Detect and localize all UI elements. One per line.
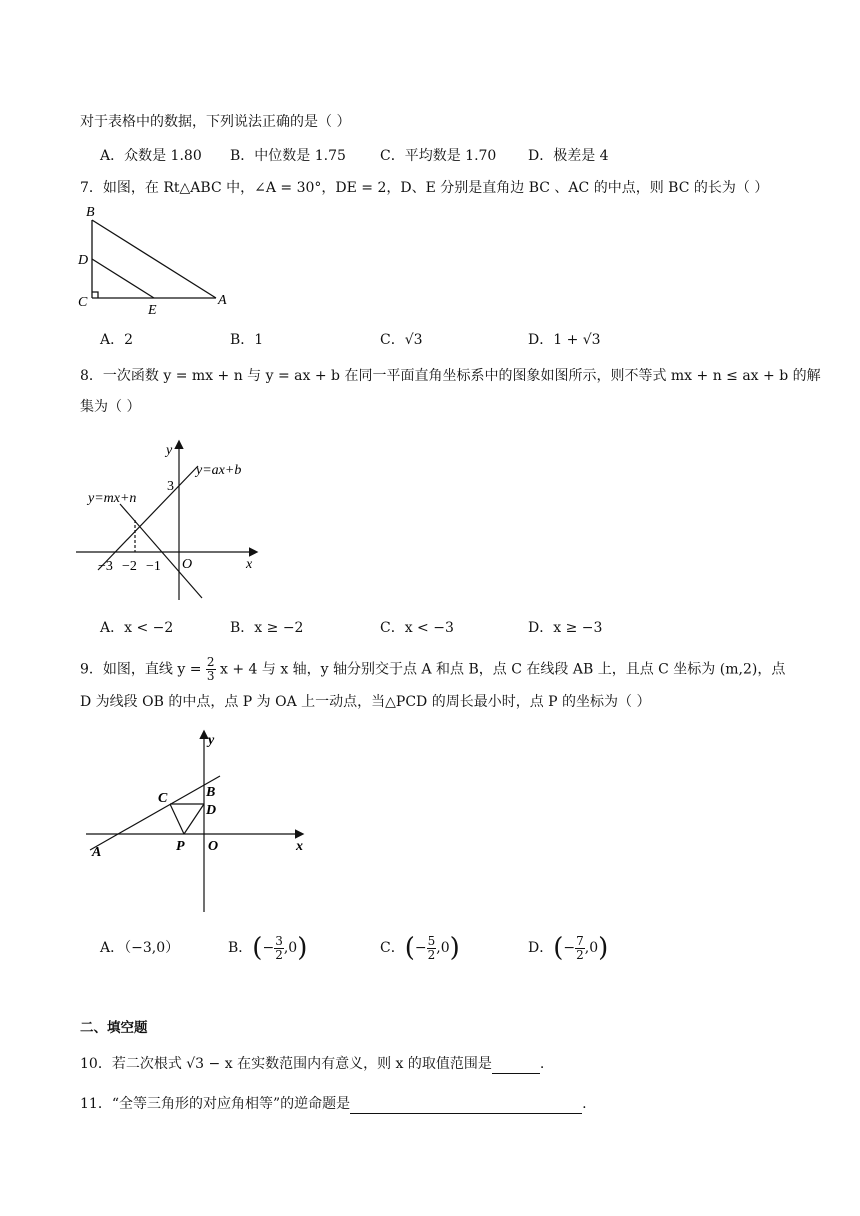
q11-text-a: 11．“全等三角形的对应角相等”的逆命题是 [80, 1096, 351, 1112]
q6-option-b: B．中位数是 1.75 [230, 148, 346, 164]
q8-stem-line1: 8．一次函数 y = mx + n 与 y = ax + b 在同一平面直角坐标系中的图象如图所示，则不等式 mx + n ≤ ax + b 的解 [80, 368, 821, 384]
q9-slope-denominator: 3 [206, 669, 215, 683]
q8-tick-m1: −1 [146, 559, 161, 574]
q9-axis-y-label: y [208, 733, 215, 748]
q7-label-d: D [78, 253, 89, 268]
q6-intro: 对于表格中的数据，下列说法正确的是（ ） [80, 114, 351, 130]
q8-line-ab-label: y=ax+b [196, 463, 242, 478]
q8-option-d: D．x ≥ −3 [528, 620, 603, 636]
q10-text [80, 1054, 544, 1074]
q7-label-b: B [86, 205, 95, 220]
q8-option-a: A．x < −2 [100, 620, 174, 636]
q7-option-a: A．2 [100, 332, 134, 348]
q9-label-b: B [206, 785, 216, 800]
q10-answer-blank[interactable] [492, 1057, 540, 1074]
q7-label-a: A [218, 293, 227, 308]
q9-coordinate-figure [84, 726, 314, 916]
q8-linear-functions-figure [76, 436, 266, 606]
q8-tick-m2: −2 [122, 559, 137, 574]
q9-slope-fraction [206, 656, 216, 683]
q7-triangle-figure [76, 202, 236, 318]
q9-option-b: B．(− $\frac{3}{2}$ ,0) [228, 933, 308, 963]
q10-text-b: . [539, 1056, 545, 1072]
q8-line-mn-label: y=mx+n [88, 491, 137, 506]
q7-option-d: D．1 + √3 [528, 332, 601, 348]
q8-origin-label: O [182, 557, 193, 572]
q9-label-p: P [176, 839, 185, 854]
q6-option-a: A．众数是 1.80 [100, 148, 202, 164]
section-title-fill-blank: 二、填空题 [80, 1020, 148, 1036]
q7-option-c: C．√3 [380, 332, 423, 348]
q9-stem-b: x + 4 与 x 轴，y 轴分别交于点 A 和点 B，点 C 在线段 AB 上，且点 C 坐标为 (m,2)，点 [220, 661, 786, 678]
q9-stem-line1 [80, 656, 785, 683]
q9-option-d: D．(− $\frac{7}{2}$ ,0) [528, 933, 609, 963]
q8-stem-line2: 集为（ ） [80, 399, 141, 415]
q9-option-c: C．(− $\frac{5}{2}$ ,0) [380, 933, 460, 963]
q6-option-d: D．极差是 4 [528, 148, 609, 164]
q8-tick-m3: −3 [98, 559, 113, 574]
q6-option-c: C．平均数是 1.70 [380, 148, 497, 164]
q9-label-d: D [206, 803, 217, 818]
q9-label-a: A [92, 845, 102, 860]
q9-slope-numerator: 2 [206, 655, 215, 669]
q7-label-c: C [78, 295, 88, 310]
q11-answer-blank[interactable] [350, 1097, 582, 1114]
q9-stem-a: 9．如图，直线 y = [80, 661, 202, 678]
q9-stem-line2: D 为线段 OB 的中点，点 P 为 OA 上一动点，当△PCD 的周长最小时，点 P 的坐标为（ ） [80, 694, 651, 710]
q9-axis-x-label: x [296, 839, 303, 854]
q11-text [80, 1094, 587, 1114]
q7-label-e: E [148, 303, 157, 318]
q9-label-c: C [158, 791, 168, 806]
q7-stem: 7．如图，在 Rt△ABC 中，∠A = 30°，DE = 2，D、E 分别是直角边 BC 、AC 的中点，则 BC 的长为（ ） [80, 180, 769, 196]
q9-origin-label: O [208, 839, 219, 854]
q8-option-c: C．x < −3 [380, 620, 454, 636]
q8-option-b: B．x ≥ −2 [230, 620, 304, 636]
q8-tick-3: 3 [167, 479, 174, 494]
q8-axis-y-label: y [166, 443, 173, 458]
q11-text-b: . [582, 1096, 587, 1112]
q9-option-a: A．（−3,0） [100, 940, 180, 956]
q7-option-b: B．1 [230, 332, 264, 348]
q8-axis-x-label: x [246, 557, 253, 572]
q10-text-a: 10．若二次根式 √3 − x 在实数范围内有意义，则 x 的取值范围是 [80, 1056, 492, 1072]
